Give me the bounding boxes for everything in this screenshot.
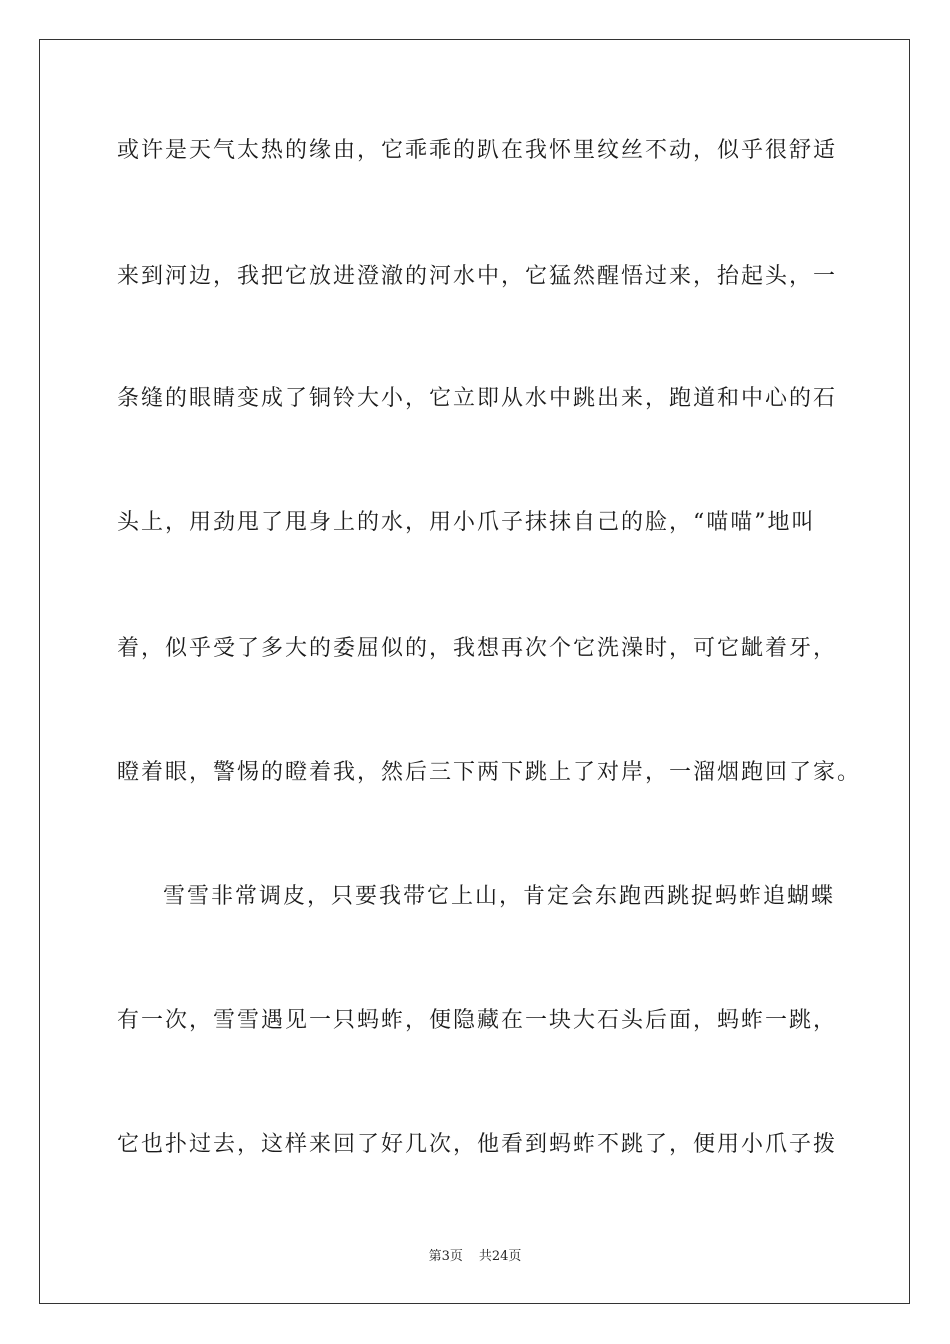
- body-text-line: 条缝的眼睛变成了铜铃大小，它立即从水中跳出来，跑道和中心的石: [117, 386, 838, 411]
- body-text-line: 着，似乎受了多大的委屈似的，我想再次个它洗澡时，可它龇着牙，: [117, 636, 838, 661]
- body-text-line: 头上，用劲甩了甩身上的水，用小爪子抹抹自己的脸，“喵喵”地叫: [117, 510, 816, 535]
- page-border: [39, 39, 910, 1304]
- page-footer: [0, 1248, 950, 1266]
- page-total: 共24页: [478, 1249, 522, 1264]
- body-text-line: 瞪着眼，警惕的瞪着我，然后三下两下跳上了对岸，一溜烟跑回了家。: [117, 760, 862, 785]
- body-text-line: 有一次，雪雪遇见一只蚂蚱，便隐藏在一块大石头后面，蚂蚱一跳，: [117, 1008, 838, 1033]
- body-text-line: 来到河边，我把它放进澄澈的河水中，它猛然醒悟过来，抬起头，一: [117, 264, 838, 289]
- body-text-line: 它也扑过去，这样来回了好几次，他看到蚂蚱不跳了，便用小爪子拨: [117, 1132, 838, 1157]
- body-text-line: 或许是天气太热的缘由，它乖乖的趴在我怀里纹丝不动，似乎很舒适: [117, 138, 838, 163]
- page-number: 第3页: [428, 1249, 463, 1264]
- body-text-line-indented: 雪雪非常调皮，只要我带它上山，肯定会东跑西跳捉蚂蚱追蝴蝶: [163, 884, 836, 909]
